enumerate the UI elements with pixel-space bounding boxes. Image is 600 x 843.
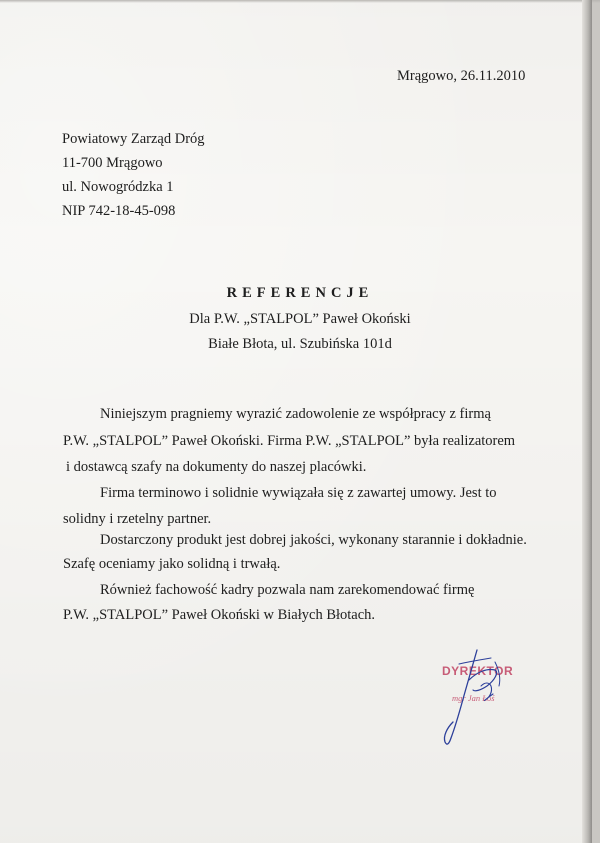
recipient-company: Dla P.W. „STALPOL” Paweł Okoński [189, 311, 411, 327]
sender-postal-city: 11-700 Mrągowo [62, 155, 163, 171]
scan-right-edge [582, 0, 592, 843]
handwritten-signature [425, 642, 535, 752]
stamp-title: DYREKTOR [442, 664, 514, 678]
body-line: Niniejszym pragniemy wyrazić zadowolenie ze współpracy z firmą [100, 406, 491, 422]
sender-name: Powiatowy Zarząd Dróg [62, 131, 205, 147]
sender-tax-id: NIP 742-18-45-098 [62, 203, 176, 219]
scan-top-edge [0, 0, 600, 3]
body-line: i dostawcą szafy na dokumenty do naszej placówki. [66, 459, 367, 475]
body-line: Dostarczony produkt jest dobrej jakości, wykonany starannie i dokładnie. [100, 532, 527, 548]
body-line: Firma terminowo i solidnie wywiązała się z zawartej umowy. Jest to [100, 485, 497, 501]
body-line: solidny i rzetelny partner. [63, 511, 212, 527]
body-line: P.W. „STALPOL” Paweł Okoński w Białych Błotach. [63, 607, 376, 623]
body-line: Również fachowość kadry pozwala nam zarekomendować firmę [100, 582, 475, 598]
body-line: P.W. „STALPOL” Paweł Okoński. Firma P.W. „STALPOL” była realizatorem [63, 433, 516, 449]
document-title: REFERENCJE [226, 285, 374, 301]
sender-street: ul. Nowogródzka 1 [62, 179, 174, 195]
recipient-address: Białe Błota, ul. Szubińska 101d [208, 336, 392, 352]
place-date: Mrągowo, 26.11.2010 [397, 68, 526, 84]
stamp-name: mgr Jan Łoś [452, 693, 495, 703]
body-line: Szafę oceniamy jako solidną i trwałą. [63, 556, 281, 572]
